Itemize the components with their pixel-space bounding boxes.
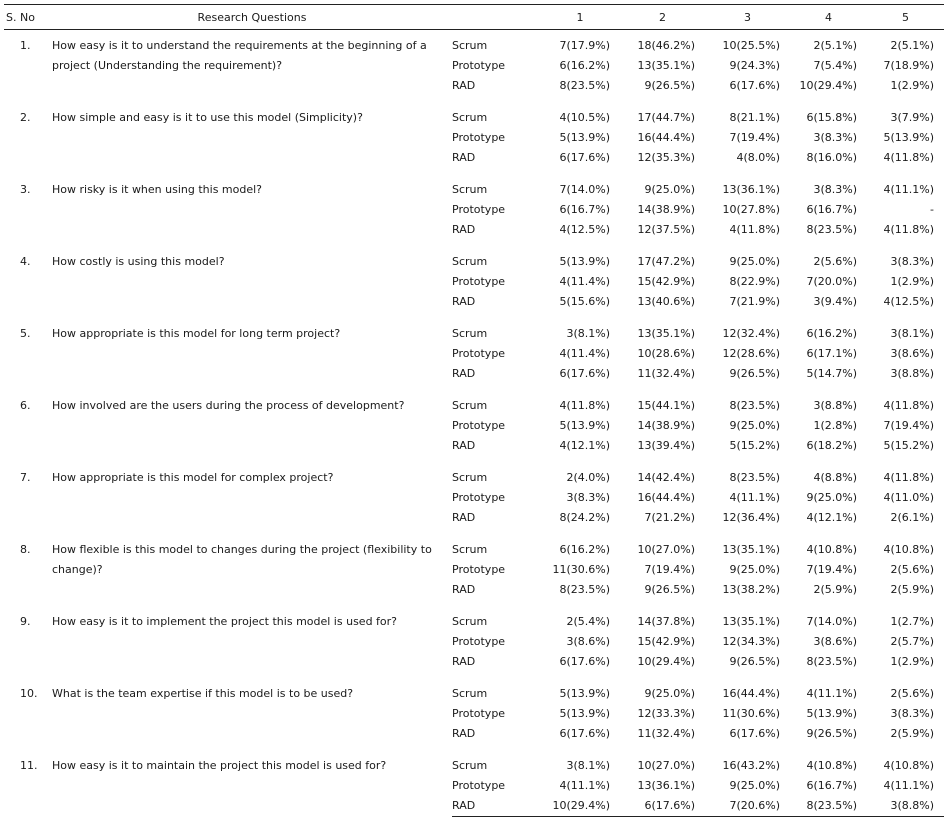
response-value-3: 13(38.2%)	[722, 583, 780, 596]
response-value-5: 1(2.9%)	[890, 655, 934, 668]
question-number: 6.	[20, 399, 31, 412]
response-value-1: 8(23.5%)	[559, 583, 610, 596]
response-value-5: 1(2.9%)	[890, 79, 934, 92]
response-value-4: 5(13.9%)	[806, 707, 857, 720]
response-value-2: 17(44.7%)	[637, 111, 695, 124]
response-value-5: 5(15.2%)	[883, 439, 934, 452]
response-value-4: 3(8.6%)	[813, 635, 857, 648]
response-value-3: 8(23.5%)	[729, 399, 780, 412]
question-number: 3.	[20, 183, 31, 196]
model-name: Scrum	[452, 471, 488, 484]
response-value-5: 3(8.8%)	[867, 796, 944, 817]
response-value-5: 4(11.8%)	[883, 471, 934, 484]
model-name: RAD	[452, 727, 476, 740]
table-row	[4, 678, 944, 704]
response-value-3: 12(28.6%)	[722, 347, 780, 360]
model-name: Prototype	[452, 707, 506, 720]
response-value-3: 9(26.5%)	[729, 655, 780, 668]
response-value-4: 4(11.1%)	[806, 687, 857, 700]
response-value-5: -	[930, 203, 934, 216]
response-value-1: 3(8.1%)	[566, 327, 610, 340]
response-value-4: 8(23.5%)	[806, 223, 857, 236]
response-value-3: 6(17.6%)	[729, 79, 780, 92]
response-value-4: 6(16.2%)	[806, 327, 857, 340]
model-name: RAD	[452, 439, 476, 452]
header-scale-5: 5	[867, 5, 944, 30]
response-value-1: 6(17.6%)	[559, 727, 610, 740]
header-row	[4, 5, 944, 30]
response-value-5: 3(7.9%)	[890, 111, 934, 124]
header-scale-4: 4	[790, 5, 867, 30]
response-value-5: 7(18.9%)	[883, 59, 934, 72]
response-value-2: 10(27.0%)	[637, 543, 695, 556]
response-value-3: 12(32.4%)	[722, 327, 780, 340]
response-value-3: 6(17.6%)	[729, 727, 780, 740]
model-name: Scrum	[452, 183, 488, 196]
response-value-3: 4(8.0%)	[736, 151, 780, 164]
response-value-2: 7(19.4%)	[644, 563, 695, 576]
response-value-5: 1(2.7%)	[890, 615, 934, 628]
response-value-3: 11(30.6%)	[722, 707, 780, 720]
model-name: Prototype	[452, 275, 506, 288]
question-number: 10.	[20, 687, 38, 700]
response-value-3: 13(35.1%)	[722, 615, 780, 628]
response-value-3: 13(36.1%)	[722, 183, 780, 196]
response-value-4: 5(14.7%)	[806, 367, 857, 380]
response-value-1: 3(8.1%)	[566, 759, 610, 772]
response-value-3: 12(34.3%)	[722, 635, 780, 648]
response-value-1: 6(16.2%)	[559, 543, 610, 556]
model-name: Prototype	[452, 635, 506, 648]
question-text: How appropriate is this model for long term project?	[52, 327, 341, 340]
response-value-5: 4(10.8%)	[883, 543, 934, 556]
response-value-3: 16(44.4%)	[722, 687, 780, 700]
model-name: Scrum	[452, 543, 488, 556]
header-scale-2: 2	[620, 5, 705, 30]
response-value-5: 4(11.8%)	[883, 223, 934, 236]
response-value-2: 6(17.6%)	[620, 796, 705, 817]
response-value-4: 6(17.1%)	[806, 347, 857, 360]
question-number: 11.	[20, 759, 38, 772]
model-name: Prototype	[452, 491, 506, 504]
response-value-2: 15(42.9%)	[637, 275, 695, 288]
response-value-2: 12(35.3%)	[637, 151, 695, 164]
response-value-2: 9(26.5%)	[644, 583, 695, 596]
response-value-5: 3(8.6%)	[890, 347, 934, 360]
response-value-3: 8(22.9%)	[729, 275, 780, 288]
table-row	[4, 534, 944, 560]
response-value-4: 3(8.3%)	[813, 183, 857, 196]
response-value-3: 8(23.5%)	[729, 471, 780, 484]
model-name: RAD	[452, 295, 476, 308]
model-name: Prototype	[452, 131, 506, 144]
response-value-1: 4(12.1%)	[559, 439, 610, 452]
table-body	[4, 30, 944, 817]
response-value-4: 4(8.8%)	[813, 471, 857, 484]
model-name: Prototype	[452, 779, 506, 792]
response-value-4: 3(8.3%)	[813, 131, 857, 144]
response-value-4: 6(18.2%)	[806, 439, 857, 452]
response-value-3: 10(27.8%)	[722, 203, 780, 216]
response-value-5: 2(5.9%)	[890, 727, 934, 740]
table-row	[4, 246, 944, 272]
table-row	[4, 318, 944, 344]
model-name: Scrum	[452, 615, 488, 628]
response-value-1: 6(17.6%)	[559, 367, 610, 380]
response-value-5: 2(5.6%)	[890, 687, 934, 700]
response-value-2: 14(37.8%)	[637, 615, 695, 628]
question-text: How appropriate is this model for complex project?	[52, 471, 334, 484]
model-name: RAD	[452, 151, 476, 164]
response-value-2: 10(29.4%)	[637, 655, 695, 668]
response-value-2: 9(25.0%)	[644, 687, 695, 700]
table-row	[4, 174, 944, 200]
response-value-4: 7(5.4%)	[813, 59, 857, 72]
response-value-1: 4(11.4%)	[559, 347, 610, 360]
response-value-2: 16(44.4%)	[637, 131, 695, 144]
response-value-5: 2(5.7%)	[890, 635, 934, 648]
response-value-5: 3(8.1%)	[890, 327, 934, 340]
question-text: How flexible is this model to changes during the project (flexibility to change)?	[52, 543, 432, 576]
response-value-4: 4(12.1%)	[806, 511, 857, 524]
response-value-2: 11(32.4%)	[637, 367, 695, 380]
response-value-1: 7(17.9%)	[559, 39, 610, 52]
response-value-4: 8(23.5%)	[806, 655, 857, 668]
question-number: 9.	[20, 615, 31, 628]
response-value-1: 4(11.4%)	[559, 275, 610, 288]
response-value-2: 10(27.0%)	[637, 759, 695, 772]
response-value-3: 7(19.4%)	[729, 131, 780, 144]
response-value-3: 8(21.1%)	[729, 111, 780, 124]
response-value-2: 11(32.4%)	[637, 727, 695, 740]
response-value-5: 3(8.3%)	[890, 707, 934, 720]
model-name: Scrum	[452, 327, 488, 340]
question-text: What is the team expertise if this model is to be used?	[52, 687, 354, 700]
response-value-1: 5(13.9%)	[559, 419, 610, 432]
response-value-1: 4(11.8%)	[559, 399, 610, 412]
model-name: Prototype	[452, 203, 506, 216]
response-value-5: 5(13.9%)	[883, 131, 934, 144]
response-value-5: 4(12.5%)	[883, 295, 934, 308]
response-value-4: 7(19.4%)	[806, 563, 857, 576]
model-name: Prototype	[452, 59, 506, 72]
response-value-1: 6(17.6%)	[559, 655, 610, 668]
response-value-5: 3(8.3%)	[890, 255, 934, 268]
question-number: 1.	[20, 39, 31, 52]
response-value-2: 10(28.6%)	[637, 347, 695, 360]
response-value-5: 4(10.8%)	[883, 759, 934, 772]
response-value-5: 2(5.6%)	[890, 563, 934, 576]
response-value-1: 11(30.6%)	[552, 563, 610, 576]
response-value-2: 13(35.1%)	[637, 327, 695, 340]
model-name: RAD	[452, 223, 476, 236]
table-row	[4, 102, 944, 128]
header-sno: S. No	[4, 5, 52, 30]
model-name: RAD	[452, 796, 540, 817]
response-value-2: 12(37.5%)	[637, 223, 695, 236]
response-value-1: 4(12.5%)	[559, 223, 610, 236]
model-name: Scrum	[452, 111, 488, 124]
response-value-2: 13(36.1%)	[637, 779, 695, 792]
response-value-1: 5(13.9%)	[559, 255, 610, 268]
response-value-1: 5(13.9%)	[559, 131, 610, 144]
response-value-3: 5(15.2%)	[729, 439, 780, 452]
response-value-2: 17(47.2%)	[637, 255, 695, 268]
model-name: RAD	[452, 367, 476, 380]
table-row	[4, 390, 944, 416]
header-model	[452, 5, 540, 30]
question-text: How easy is it to maintain the project this model is used for?	[52, 759, 387, 772]
results-table-container	[4, 4, 944, 817]
response-value-3: 9(25.0%)	[729, 255, 780, 268]
response-value-4: 2(5.1%)	[813, 39, 857, 52]
question-number: 5.	[20, 327, 31, 340]
response-value-1: 4(10.5%)	[559, 111, 610, 124]
response-value-1: 5(13.9%)	[559, 687, 610, 700]
response-value-3: 4(11.1%)	[729, 491, 780, 504]
response-value-4: 6(16.7%)	[806, 203, 857, 216]
question-text: How risky is it when using this model?	[52, 183, 263, 196]
response-value-3: 9(25.0%)	[729, 779, 780, 792]
response-value-5: 2(6.1%)	[890, 511, 934, 524]
response-value-3: 13(35.1%)	[722, 543, 780, 556]
response-value-1: 8(24.2%)	[559, 511, 610, 524]
response-value-3: 16(43.2%)	[722, 759, 780, 772]
response-value-1: 10(29.4%)	[540, 796, 620, 817]
response-value-5: 4(11.8%)	[883, 399, 934, 412]
response-value-4: 7(14.0%)	[806, 615, 857, 628]
response-value-4: 4(10.8%)	[806, 543, 857, 556]
response-value-3: 7(20.6%)	[705, 796, 790, 817]
response-value-4: 2(5.9%)	[813, 583, 857, 596]
model-name: RAD	[452, 511, 476, 524]
response-value-1: 2(5.4%)	[566, 615, 610, 628]
model-name: Scrum	[452, 39, 488, 52]
response-value-4: 6(16.7%)	[806, 779, 857, 792]
model-name: RAD	[452, 79, 476, 92]
response-value-5: 4(11.0%)	[883, 491, 934, 504]
response-value-1: 4(11.1%)	[559, 779, 610, 792]
response-value-2: 12(33.3%)	[637, 707, 695, 720]
table-row	[4, 462, 944, 488]
response-value-4: 7(20.0%)	[806, 275, 857, 288]
response-value-1: 6(16.7%)	[559, 203, 610, 216]
response-value-2: 16(44.4%)	[637, 491, 695, 504]
question-number: 4.	[20, 255, 31, 268]
response-value-3: 7(21.9%)	[729, 295, 780, 308]
response-value-2: 15(42.9%)	[637, 635, 695, 648]
response-value-5: 7(19.4%)	[883, 419, 934, 432]
model-name: Prototype	[452, 419, 506, 432]
response-value-4: 3(9.4%)	[813, 295, 857, 308]
question-text: How easy is it to understand the requirements at the beginning of a project (Understanding the requirement)?	[52, 39, 427, 72]
response-value-2: 14(38.9%)	[637, 203, 695, 216]
response-value-2: 14(38.9%)	[637, 419, 695, 432]
response-value-4: 8(23.5%)	[790, 796, 867, 817]
response-value-5: 4(11.8%)	[883, 151, 934, 164]
model-name: Scrum	[452, 759, 488, 772]
response-value-4: 9(25.0%)	[806, 491, 857, 504]
response-value-3: 4(11.8%)	[729, 223, 780, 236]
response-value-2: 15(44.1%)	[637, 399, 695, 412]
table-row	[4, 30, 944, 57]
question-number: 7.	[20, 471, 31, 484]
response-value-4: 1(2.8%)	[813, 419, 857, 432]
response-value-3: 9(24.3%)	[729, 59, 780, 72]
response-value-5: 3(8.8%)	[890, 367, 934, 380]
header-scale-3: 3	[705, 5, 790, 30]
response-value-5: 2(5.9%)	[890, 583, 934, 596]
response-value-2: 9(26.5%)	[644, 79, 695, 92]
response-value-4: 6(15.8%)	[806, 111, 857, 124]
table-row	[4, 750, 944, 776]
response-value-4: 4(10.8%)	[806, 759, 857, 772]
response-value-1: 5(15.6%)	[559, 295, 610, 308]
response-value-5: 1(2.9%)	[890, 275, 934, 288]
model-name: Scrum	[452, 687, 488, 700]
response-value-5: 2(5.1%)	[890, 39, 934, 52]
question-text: How simple and easy is it to use this model (Simplicity)?	[52, 111, 363, 124]
response-value-2: 9(25.0%)	[644, 183, 695, 196]
question-number: 2.	[20, 111, 31, 124]
response-value-1: 8(23.5%)	[559, 79, 610, 92]
response-value-4: 8(16.0%)	[806, 151, 857, 164]
model-name: RAD	[452, 583, 476, 596]
model-name: Prototype	[452, 347, 506, 360]
response-value-5: 4(11.1%)	[883, 779, 934, 792]
response-value-3: 9(25.0%)	[729, 419, 780, 432]
response-value-4: 2(5.6%)	[813, 255, 857, 268]
response-value-1: 2(4.0%)	[566, 471, 610, 484]
header-scale-1: 1	[540, 5, 620, 30]
response-value-2: 7(21.2%)	[644, 511, 695, 524]
model-name: Scrum	[452, 399, 488, 412]
question-text: How easy is it to implement the project this model is used for?	[52, 615, 398, 628]
model-name: RAD	[452, 655, 476, 668]
question-text: How costly is using this model?	[52, 255, 225, 268]
response-value-1: 6(17.6%)	[559, 151, 610, 164]
model-name: Scrum	[452, 255, 488, 268]
model-name: Prototype	[452, 563, 506, 576]
response-value-3: 9(25.0%)	[729, 563, 780, 576]
question-text: How involved are the users during the process of development?	[52, 399, 405, 412]
table-row	[4, 606, 944, 632]
response-value-5: 4(11.1%)	[883, 183, 934, 196]
response-value-4: 3(8.8%)	[813, 399, 857, 412]
response-value-1: 3(8.3%)	[566, 491, 610, 504]
response-value-1: 5(13.9%)	[559, 707, 610, 720]
response-value-2: 18(46.2%)	[637, 39, 695, 52]
response-value-2: 14(42.4%)	[637, 471, 695, 484]
response-value-3: 10(25.5%)	[722, 39, 780, 52]
response-value-4: 9(26.5%)	[806, 727, 857, 740]
response-value-2: 13(39.4%)	[637, 439, 695, 452]
question-number: 8.	[20, 543, 31, 556]
response-value-3: 9(26.5%)	[729, 367, 780, 380]
research-results-table	[4, 4, 944, 817]
response-value-2: 13(40.6%)	[637, 295, 695, 308]
response-value-1: 6(16.2%)	[559, 59, 610, 72]
response-value-3: 12(36.4%)	[722, 511, 780, 524]
response-value-1: 7(14.0%)	[559, 183, 610, 196]
response-value-2: 13(35.1%)	[637, 59, 695, 72]
response-value-4: 10(29.4%)	[799, 79, 857, 92]
header-research-questions: Research Questions	[52, 5, 452, 30]
response-value-1: 3(8.6%)	[566, 635, 610, 648]
